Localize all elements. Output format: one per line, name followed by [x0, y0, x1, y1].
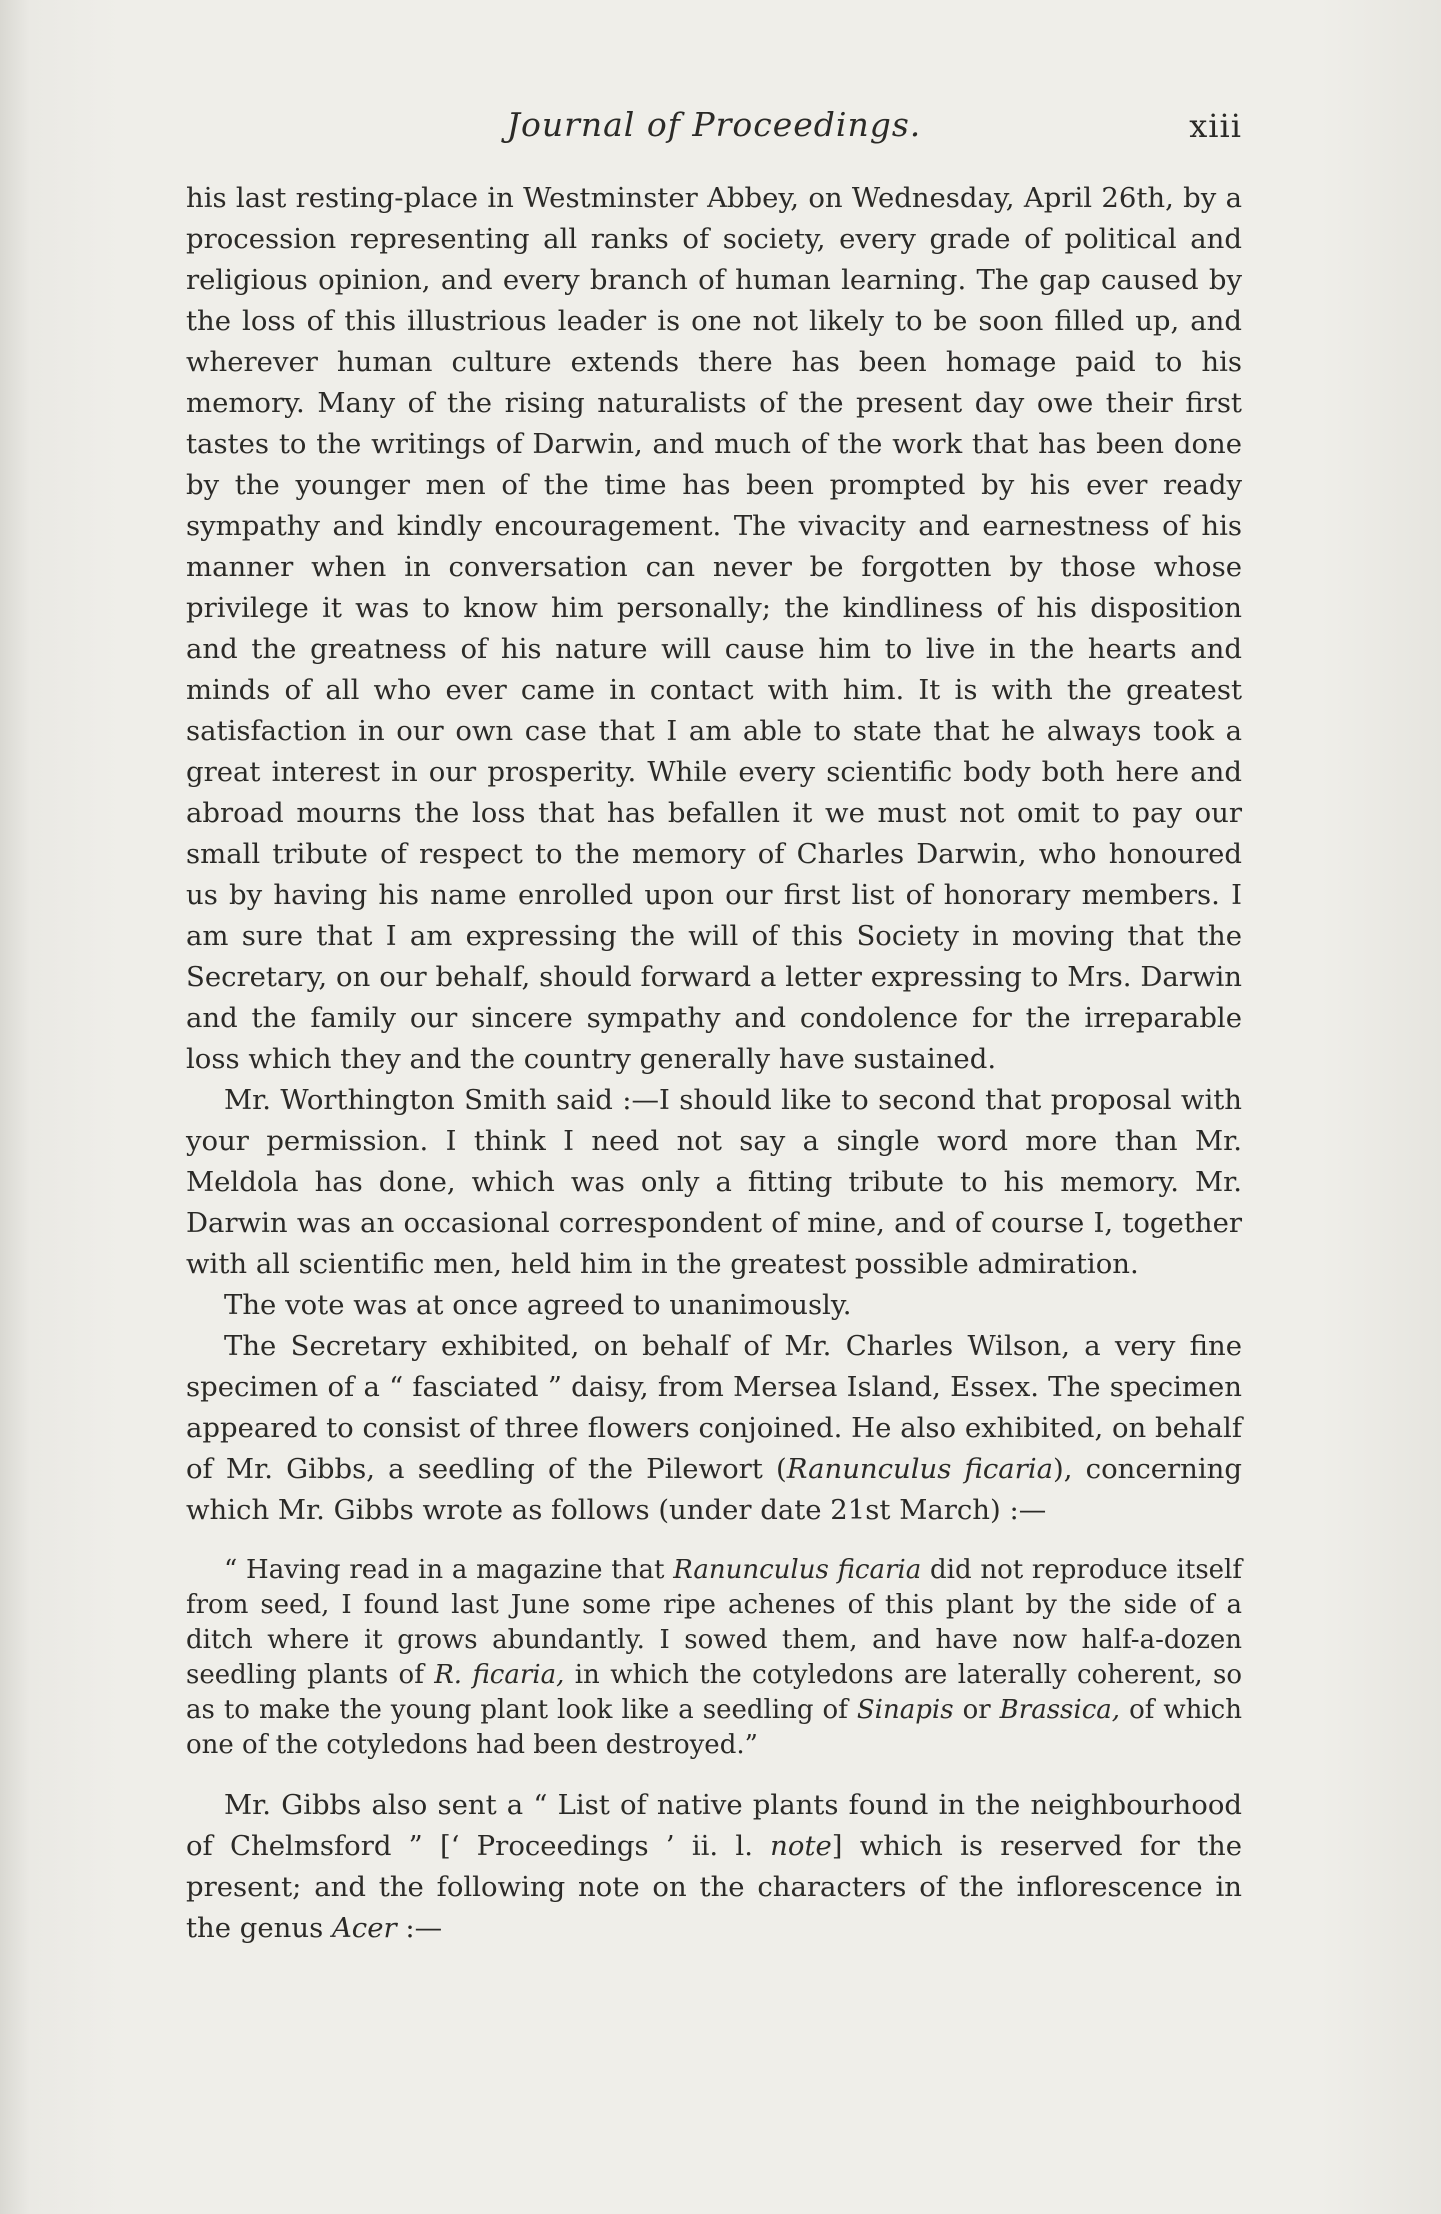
- text-run: “ Having read in a magazine that: [224, 1555, 674, 1585]
- italic-genus: Brassica,: [999, 1695, 1121, 1725]
- text-run: The Secretary exhibited, on behalf of Mr. Charles Wilson, a very fine specimen of a “ fasciated ” daisy, from Mersea Island, Essex. The specimen appeared to consist of three flowers conjoined. He also exhibited, on behalf of Mr. Gibbs, a seedling of the Pilewort (: [186, 1330, 1242, 1485]
- quote-gibbs-letter: [186, 1553, 1242, 1763]
- italic-genus: Sinapis: [856, 1695, 954, 1725]
- body-text: [186, 178, 1242, 1949]
- italic-species: Ranunculus ficaria: [673, 1555, 922, 1585]
- text-run: ] which is reserved for the present; and the following note on the characters of the inflorescence in the genus: [186, 1830, 1242, 1944]
- paragraph-darwin-tribute: his last resting-place in Westminster Abbey, on Wednesday, April 26th, by a procession representing all ranks of society, every grade of political and religious opinion, and every branch of human learning. The gap caused by the loss of this illustrious leader is one not likely to be soon filled up, and wherever human culture extends there has been homage paid to his memory. Many of the rising naturalists of the present day owe their first tastes to the writings of Darwin, and much of the work that has been done by the younger men of the time has been prompted by his ever ready sympathy and kindly encouragement. The vivacity and earnestness of his manner when in conversation can never be forgotten by those whose privilege it was to know him personally; the kindliness of his disposition and the greatness of his nature will cause him to live in the hearts and minds of all who ever came in contact with him. It is with the greatest satisfaction in our own case that I am able to state that he always took a great interest in our prosperity. While every scientific body both here and abroad mourns the loss that has befallen it we must not omit to pay our small tribute of respect to the memory of Charles Darwin, who honoured us by having his name enrolled upon our first list of honorary members. I am sure that I am expressing the will of this Society in moving that the Secretary, on our behalf, should forward a letter expressing to Mrs. Darwin and the family our sincere sympathy and condolence for the irreparable loss which they and the country generally have sustained.: [186, 182, 1242, 1075]
- text-run: did not reproduce itself from seed, I found last June some ripe achenes of this plant by the side of a ditch where it grows abundantly. I sowed them, and have now half-a-dozen seedling plants of: [186, 1555, 1242, 1690]
- italic-species: Ranunculus ficaria: [786, 1453, 1054, 1485]
- text-run: in which the cotyledons are laterally coherent, so as to make the young plant look like a seedling of: [186, 1660, 1242, 1725]
- page-number: xiii: [1189, 107, 1242, 145]
- italic-species: R. ficaria,: [434, 1660, 565, 1690]
- running-header: [186, 105, 1242, 155]
- text-run: ), concerning which Mr. Gibbs wrote as follows (under date 21st March) :—: [186, 1453, 1242, 1526]
- paragraph-secretary-exhibit: [186, 1326, 1242, 1531]
- text-run: Mr. Gibbs also sent a “ List of native plants found in the neighbourhood of Chelmsford ” [‘ Proceedings ’ ii. l.: [186, 1789, 1242, 1862]
- italic-note: note: [770, 1830, 832, 1862]
- text-run: or: [953, 1695, 1000, 1725]
- text-run: :—: [396, 1912, 443, 1944]
- paragraph-gibbs-list: [186, 1785, 1242, 1949]
- italic-genus: Acer: [331, 1912, 397, 1944]
- running-title: Journal of Proceedings.: [506, 105, 922, 144]
- text-run: of which one of the cotyledons had been destroyed.”: [186, 1695, 1242, 1760]
- paragraph-worthington-smith: Mr. Worthington Smith said :—I should like to second that proposal with your permission. I think I need not say a single word more than Mr. Meldola has done, which was only a fitting tribute to his memory. Mr. Darwin was an occasional correspondent of mine, and of course I, together with all scientific men, held him in the greatest possible admiration.: [186, 1084, 1242, 1280]
- paragraph-vote: The vote was at once agreed to unanimously.: [224, 1289, 852, 1321]
